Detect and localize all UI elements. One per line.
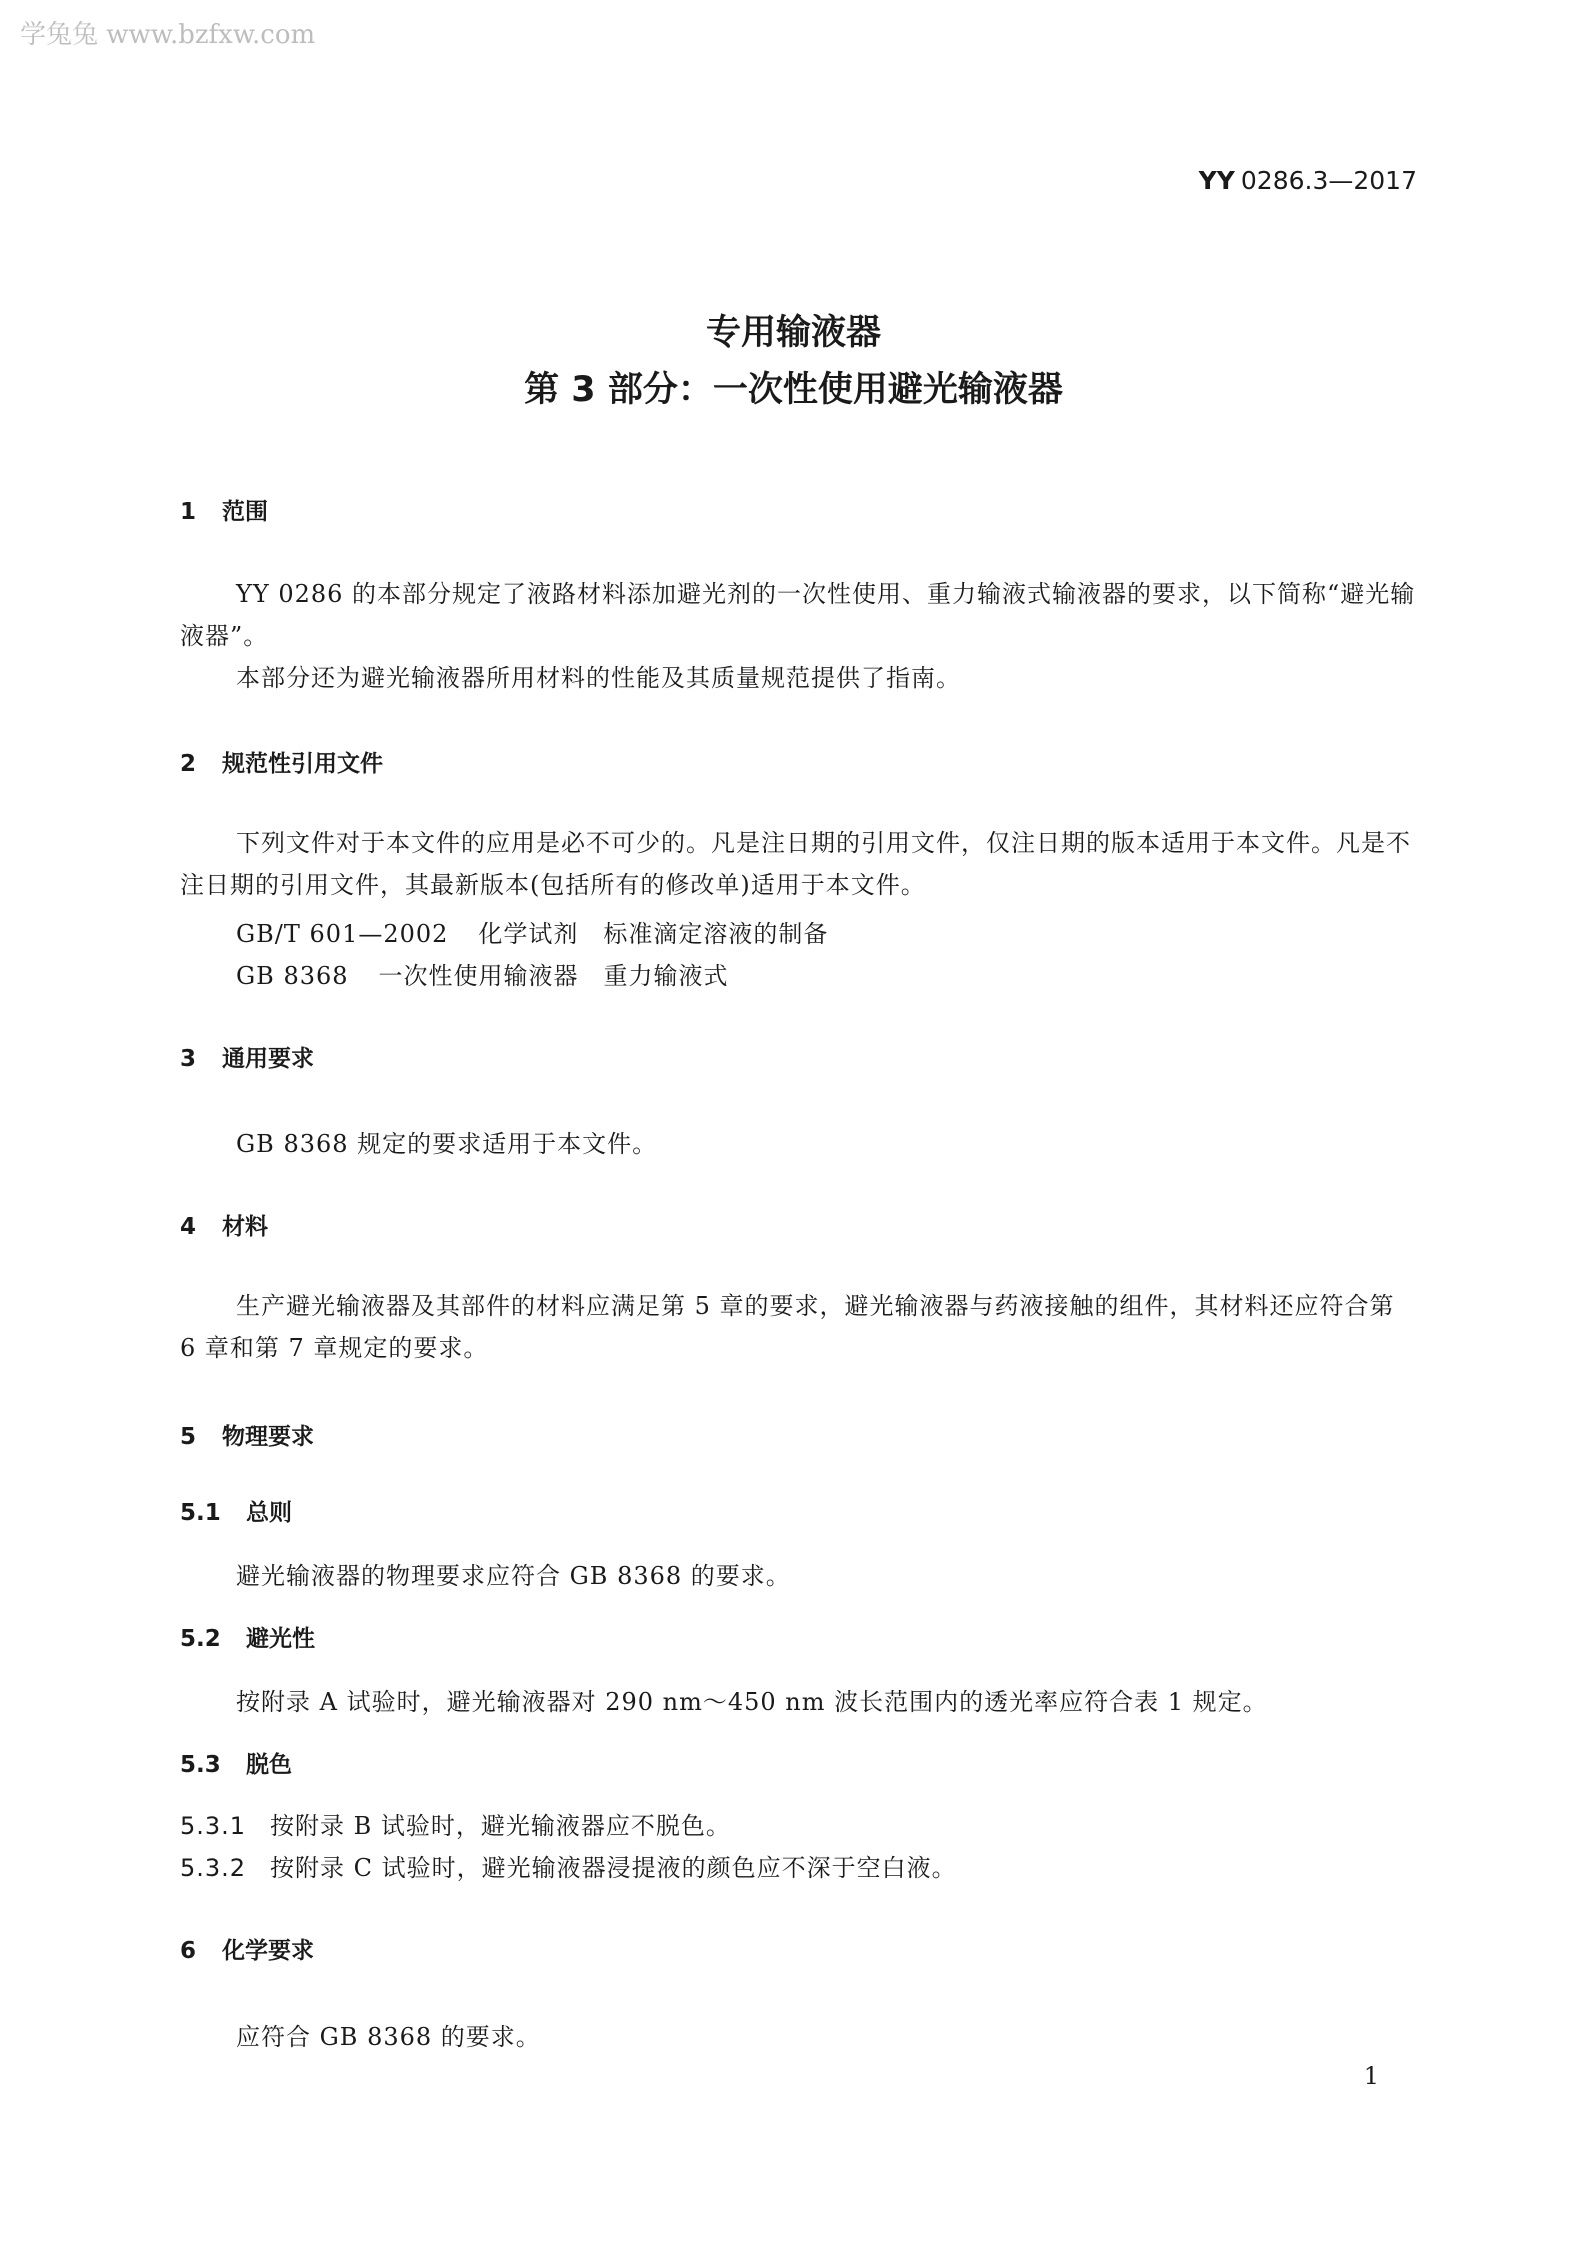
clause-number: 5.3.1 (180, 1812, 247, 1840)
section-title: 脱色 (246, 1752, 292, 1778)
reference-code: GB/T 601—2002 (236, 920, 449, 948)
section-number: 5.2 (180, 1626, 221, 1652)
page-number: 1 (1363, 2062, 1379, 2090)
section-5-2-heading (180, 1620, 315, 1653)
reference-title: 化学试剂 标准滴定溶液的制备 (478, 920, 829, 948)
section-3-paragraph-1: GB 8368 规定的要求适用于本文件。 (236, 1130, 658, 1158)
section-2-heading (180, 745, 383, 778)
paragraph-text: YY 0286 的本部分规定了液路材料添加避光剂的一次性使用、重力输液式输液器的要求，以下简称“避光输液器”。 (180, 580, 1416, 650)
reference-item (236, 914, 828, 949)
section-title: 物理要求 (222, 1424, 314, 1450)
section-number: 5.1 (180, 1500, 221, 1526)
section-5-3-heading (180, 1746, 292, 1779)
section-number: 3 (180, 1046, 197, 1072)
section-title: 材料 (222, 1214, 268, 1240)
section-title: 总则 (246, 1500, 292, 1526)
document-title: 专用输液器 (705, 313, 881, 353)
reference-code: GB 8368 (236, 962, 349, 990)
reference-title: 一次性使用输液器 重力输液式 (378, 962, 729, 990)
section-5-3-1-item (180, 1806, 731, 1841)
section-5-heading (180, 1418, 314, 1451)
section-number: 4 (180, 1214, 197, 1240)
section-6-paragraph: 应符合 GB 8368 的要求。 (236, 2023, 541, 2051)
section-1-paragraph-2 (180, 657, 1416, 699)
section-5-1-heading (180, 1494, 292, 1527)
section-title: 避光性 (246, 1626, 315, 1652)
reference-item (236, 956, 729, 991)
paragraph-text: 生产避光输液器及其部件的材料应满足第 5 章的要求，避光输液器与药液接触的组件，其材料还应符合第 6 章和第 7 章规定的要求。 (180, 1292, 1395, 1362)
standard-prefix: YY (1198, 166, 1235, 195)
section-number: 5 (180, 1424, 197, 1450)
paragraph-text: 本部分还为避光输液器所用材料的性能及其质量规范提供了指南。 (236, 664, 961, 692)
section-title: 规范性引用文件 (222, 751, 383, 777)
standard-code: 0286.3—2017 (1240, 166, 1417, 195)
section-4-paragraph-1 (180, 1285, 1416, 1369)
section-5-1-paragraph: 避光输液器的物理要求应符合 GB 8368 的要求。 (236, 1562, 791, 1590)
section-title: 范围 (222, 499, 268, 525)
section-number: 6 (180, 1938, 197, 1964)
section-2-paragraph-1 (180, 822, 1416, 906)
section-3-heading (180, 1040, 314, 1073)
section-5-3-2-item (180, 1848, 957, 1883)
document-subtitle: 第 3 部分：一次性使用避光输液器 (524, 370, 1063, 410)
section-1-paragraph-1 (180, 573, 1416, 657)
section-6-heading (180, 1932, 314, 1965)
section-number: 5.3 (180, 1752, 221, 1778)
watermark: 学兔兔 www.bzfxw.com (20, 20, 316, 50)
standard-number (1199, 166, 1417, 195)
section-title: 通用要求 (222, 1046, 314, 1072)
section-1-heading (180, 493, 268, 526)
paragraph-text: 下列文件对于本文件的应用是必不可少的。凡是注日期的引用文件，仅注日期的版本适用于本文件。凡是不注日期的引用文件，其最新版本(包括所有的修改单)适用于本文件。 (180, 829, 1411, 899)
clause-number: 5.3.2 (180, 1854, 247, 1882)
section-number: 1 (180, 499, 197, 525)
section-title: 化学要求 (222, 1938, 314, 1964)
section-4-heading (180, 1208, 268, 1241)
clause-text: 按附录 B 试验时，避光输液器应不脱色。 (270, 1812, 731, 1840)
section-number: 2 (180, 751, 197, 777)
clause-text: 按附录 C 试验时，避光输液器浸提液的颜色应不深于空白液。 (270, 1854, 957, 1882)
section-5-2-paragraph: 按附录 A 试验时，避光输液器对 290 nm～450 nm 波长范围内的透光率应符合表 1 规定。 (236, 1688, 1268, 1716)
